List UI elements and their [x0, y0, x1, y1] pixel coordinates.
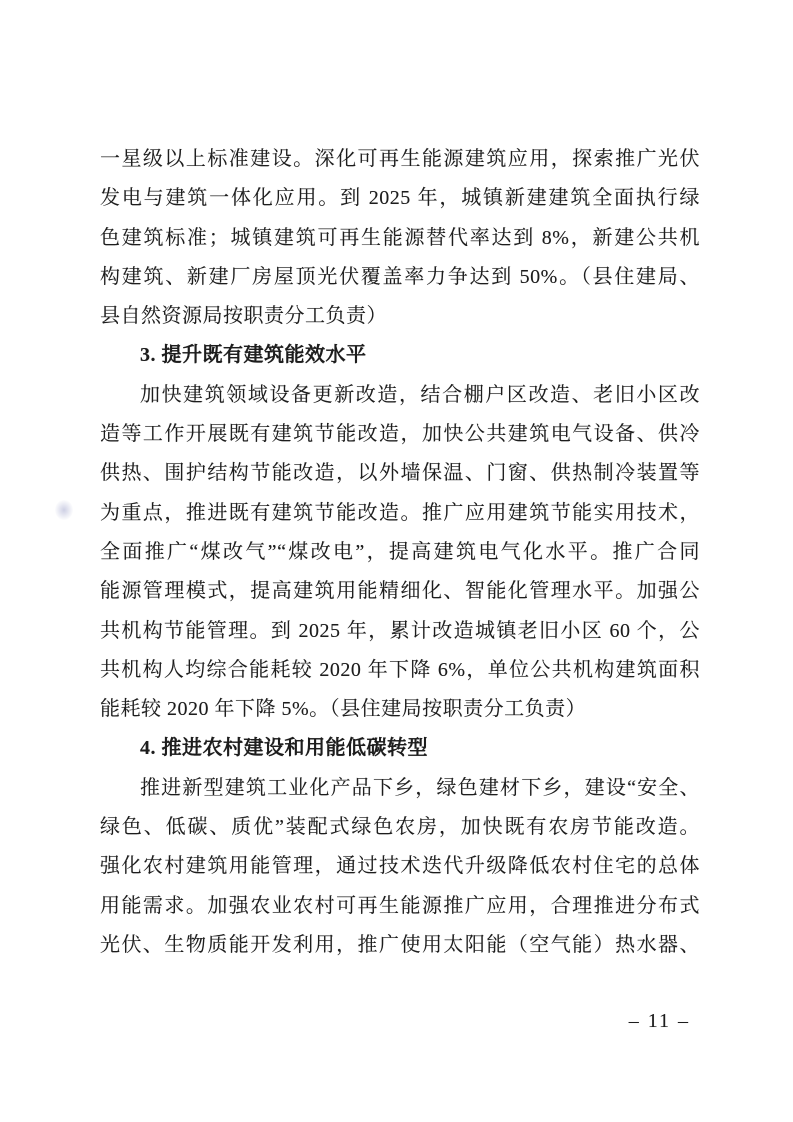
text-line: 能耗较 2020 年下降 5%。（县住建局按职责分工负责） [100, 698, 587, 721]
text-line: 能源管理模式，提高建筑用能精细化、智能化管理水平。加强公 [100, 580, 700, 603]
text-line: 用能需求。加强农业农村可再生能源推广应用，合理推进分布式 [100, 894, 700, 917]
text-line: 县自然资源局按职责分工负责） [100, 305, 387, 328]
text-line: 强化农村建筑用能管理，通过技术迭代升级降低农村住宅的总体 [100, 855, 700, 878]
ink-smudge [55, 500, 73, 520]
text-line: 色建筑标准；城镇建筑可再生能源替代率达到 8%，新建公共机 [100, 226, 700, 249]
text-line: 共机构人均综合能耗较 2020 年下降 6%，单位公共机构建筑面积 [100, 658, 700, 681]
text-line: 共机构节能管理。到 2025 年，累计改造城镇老旧小区 60 个，公 [100, 619, 700, 642]
text-line: 绿色、低碳、质优”装配式绿色农房，加快既有农房节能改造。 [100, 816, 700, 839]
text-line: 加快建筑领域设备更新改造，结合棚户区改造、老旧小区改 [140, 383, 700, 406]
text-line: 全面推广“煤改气”“煤改电”，提高建筑电气化水平。推广合同 [100, 540, 700, 563]
text-line: 发电与建筑一体化应用。到 2025 年，城镇新建建筑全面执行绿 [100, 187, 700, 210]
text-line: 为重点，推进既有建筑节能改造。推广应用建筑节能实用技术， [100, 501, 700, 524]
section-heading-3: 3. 提升既有建筑能效水平 [140, 344, 367, 367]
section-heading-4: 4. 推进农村建设和用能低碳转型 [140, 737, 428, 760]
page-number: – 11 – [628, 1010, 690, 1032]
text-line: 推进新型建筑工业化产品下乡，绿色建材下乡，建设“安全、 [140, 776, 700, 799]
text-line: 构建筑、新建厂房屋顶光伏覆盖率力争达到 50%。（县住建局、 [100, 265, 700, 288]
text-line: 造等工作开展既有建筑节能改造，加快公共建筑电气设备、供冷 [100, 423, 700, 446]
text-line: 一星级以上标准建设。深化可再生能源建筑应用，探索推广光伏 [100, 148, 700, 170]
text-block [100, 140, 700, 965]
text-line: 光伏、生物质能开发利用，推广使用太阳能（空气能）热水器、 [100, 933, 700, 956]
text-line: 供热、围护结构节能改造，以外墙保温、门窗、供热制冷装置等 [100, 462, 700, 485]
